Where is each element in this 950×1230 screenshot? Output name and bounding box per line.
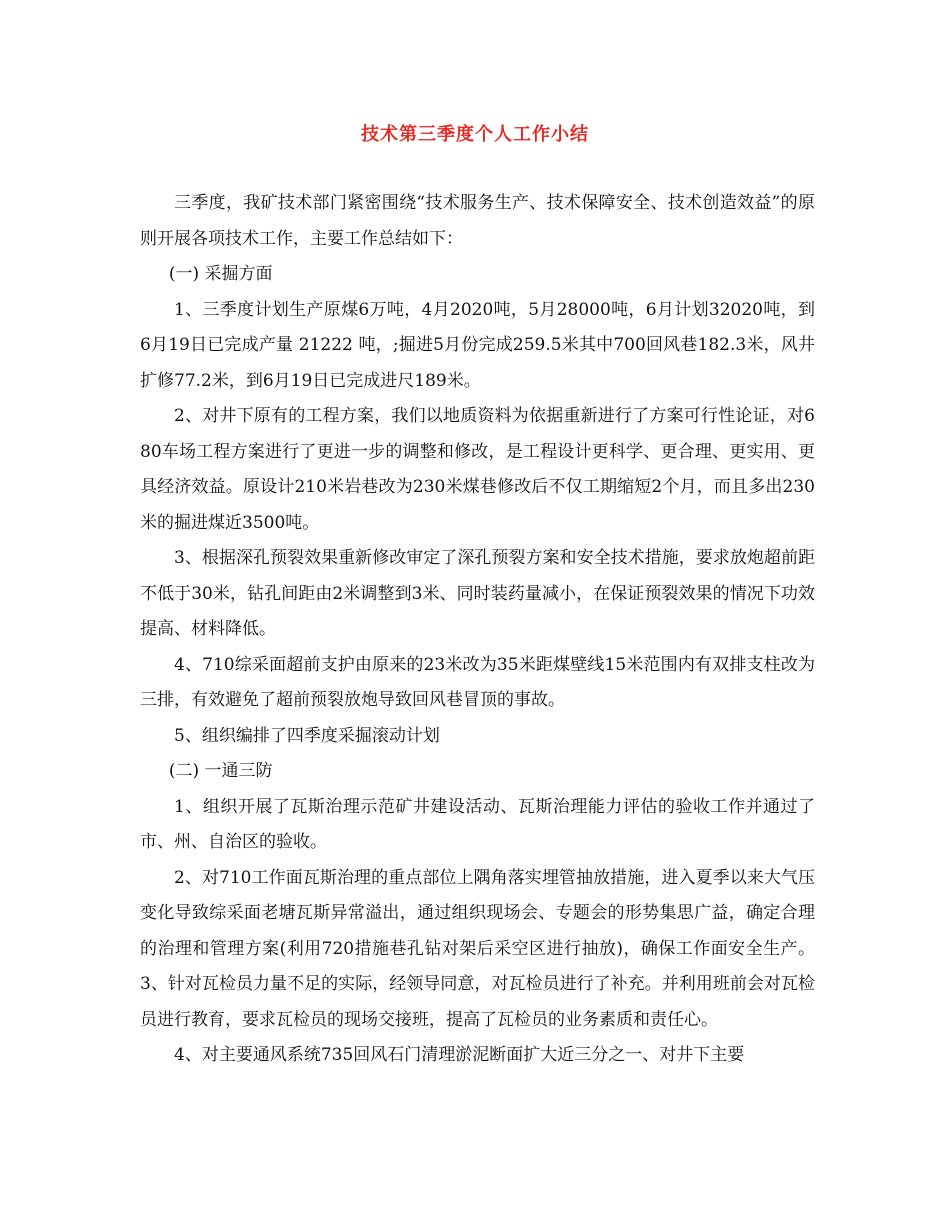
section-heading-ventilation: (二) 一通三防: [168, 761, 273, 781]
paragraph-mining-2: 2、对井下原有的工程方案，我们以地质资料为依据重新进行了方案可行性论证，对680车场工程方案进行了更进一步的调整和修改，是工程设计更科学、更合理、更实用、更具经济效益。原设计210米岩巷改为230米煤巷修改后不仅工期缩短2个月，而且多出230米的掘进煤近3500吨。: [140, 406, 815, 533]
intro-paragraph: 三季度，我矿技术部门紧密围绕“技术服务生产、技术保障安全、技术创造效益”的原则开展各项技术工作，主要工作总结如下：: [140, 193, 815, 249]
paragraph-ventilation-4: 4、对主要通风系统735回风石门清理淤泥断面扩大近三分之一、对井下主要: [174, 1045, 745, 1065]
paragraph-mining-3: 3、根据深孔预裂效果重新修改审定了深孔预裂方案和安全技术措施，要求放炮超前距不低于30米，钻孔间距由2米调整到3米、同时装药量减小，在保证预裂效果的情况下功效提高、材料降低。: [140, 548, 815, 639]
paragraph-mining-1: 1、三季度计划生产原煤6万吨，4月2020吨，5月28000吨，6月计划32020吨，到6月19日已完成产量 21222 吨，;掘进5月份完成259.5米其中700回风巷182.3米，风井扩修77.2米，到6月19日已完成进尺189米。: [140, 299, 815, 391]
section-heading-mining: (一) 采掘方面: [168, 264, 273, 284]
document-title: 技术第三季度个人工作小结: [361, 124, 589, 145]
paragraph-mining-5: 5、组织编排了四季度采掘滚动计划: [174, 725, 440, 746]
document-body: [140, 186, 815, 1074]
paragraph-mining-4: 4、710综采面超前支护由原来的23米改为35米距煤壁线15米范围内有双排支柱改为三排，有效避免了超前预裂放炮导致回风巷冒顶的事故。: [140, 654, 815, 710]
paragraph-ventilation-1: 1、组织开展了瓦斯治理示范矿井建设活动、瓦斯治理能力评估的验收工作并通过了市、州、自治区的验收。: [140, 796, 815, 852]
paragraph-ventilation-2: 2、对710工作面瓦斯治理的重点部位上隅角落实埋管抽放措施，进入夏季以来大气压变化导致综采面老塘瓦斯异常溢出，通过组织现场会、专题会的形势集思广益，确定合理的治理和管理方案(利用720措施巷孔钻对架后采空区进行抽放)，确保工作面安全生产。 3、针对瓦检员力量不足的实际，经领导同意，对瓦检员进行了补充。并利用班前会对瓦检员进行教育，要求瓦检员的现场交接班，提高了瓦检员的业务素质和责任心。: [140, 867, 815, 1030]
